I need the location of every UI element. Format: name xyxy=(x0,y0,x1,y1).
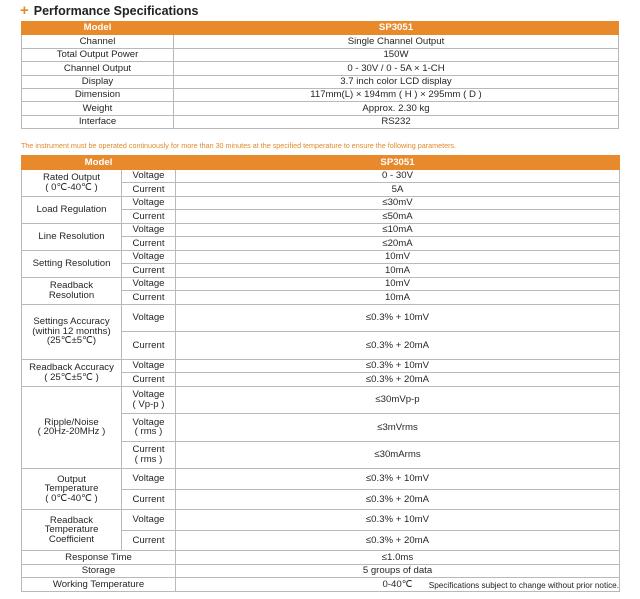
param-value: ≤0.3% + 10mV xyxy=(176,359,620,373)
sub-label-voltage: Voltage xyxy=(122,169,176,183)
spec-value: RS232 xyxy=(174,115,619,128)
sub-label-current: Current xyxy=(122,264,176,278)
section-title xyxy=(20,3,198,19)
table-row xyxy=(22,223,620,237)
sub-label-voltage: Voltage xyxy=(122,250,176,264)
table-row xyxy=(22,115,619,128)
table-row xyxy=(22,304,620,332)
table-row xyxy=(22,75,619,88)
sub-label-voltage: Voltage xyxy=(122,223,176,237)
param-value: ≤20mA xyxy=(176,237,620,251)
param-value: 5A xyxy=(176,183,620,197)
sub-label-voltage: Voltage xyxy=(122,510,176,531)
param-label: Readback Accuracy ( 25℃±5℃ ) xyxy=(22,359,122,386)
spec-value: Single Channel Output xyxy=(174,35,619,48)
general-specs-table xyxy=(21,21,619,129)
spec-value: Approx. 2.30 kg xyxy=(174,102,619,115)
param-value: ≤0.3% + 20mA xyxy=(176,332,620,360)
header-model: Model xyxy=(22,156,176,170)
sub-label-voltage: Voltage xyxy=(122,304,176,332)
param-value: ≤1.0ms xyxy=(176,551,620,565)
spec-label: Display xyxy=(22,75,174,88)
spec-label: Interface xyxy=(22,115,174,128)
table-row xyxy=(22,169,620,183)
table-row xyxy=(22,564,620,578)
param-value: ≤10mA xyxy=(176,223,620,237)
param-value: 0 - 30V xyxy=(176,169,620,183)
sub-label-current: Current xyxy=(122,237,176,251)
plus-icon: + xyxy=(20,2,29,19)
param-label: Response Time xyxy=(22,551,176,565)
table-row xyxy=(22,250,620,264)
sub-label-current: Current xyxy=(122,210,176,224)
sub-label-voltage: Voltage ( rms ) xyxy=(122,414,176,442)
table-header-row xyxy=(22,156,620,170)
header-model-name: SP3051 xyxy=(174,22,619,35)
sub-label-voltage: Voltage xyxy=(122,277,176,291)
table-row xyxy=(22,48,619,61)
param-value: ≤0.3% + 10mV xyxy=(176,469,620,490)
table-row xyxy=(22,196,620,210)
table-row xyxy=(22,359,620,373)
param-label: Storage xyxy=(22,564,176,578)
spec-value: 117mm(L) × 194mm ( H ) × 295mm ( D ) xyxy=(174,88,619,101)
section-title-text: Performance Specifications xyxy=(33,4,199,18)
table-row xyxy=(22,277,620,291)
param-value: ≤30mV xyxy=(176,196,620,210)
table-row xyxy=(22,551,620,565)
param-value: 10mV xyxy=(176,250,620,264)
header-model: Model xyxy=(22,22,174,35)
sub-label-current: Current xyxy=(122,530,176,551)
footnote: Specifications subject to change without prior notice. xyxy=(428,581,619,590)
param-value: ≤0.3% + 20mA xyxy=(176,489,620,510)
param-value: ≤30mArms xyxy=(176,441,620,469)
param-label: Load Regulation xyxy=(22,196,122,223)
param-label: Settings Accuracy (within 12 months) (25℃±5℃) xyxy=(22,304,122,359)
param-value: 10mV xyxy=(176,277,620,291)
param-value: ≤0.3% + 20mA xyxy=(176,530,620,551)
table-row xyxy=(22,88,619,101)
param-label: Rated Output ( 0℃-40℃ ) xyxy=(22,169,122,196)
table-header-row xyxy=(22,22,619,35)
sub-label-current: Current xyxy=(122,291,176,305)
param-label: Setting Resolution xyxy=(22,250,122,277)
sub-label-current: Current xyxy=(122,332,176,360)
table-row xyxy=(22,62,619,75)
param-value: 10mA xyxy=(176,264,620,278)
spec-label: Weight xyxy=(22,102,174,115)
param-value: ≤0.3% + 10mV xyxy=(176,304,620,332)
spec-label: Channel Output xyxy=(22,62,174,75)
table-row xyxy=(22,469,620,490)
sub-label-current: Current xyxy=(122,489,176,510)
spec-value: 3.7 inch color LCD display xyxy=(174,75,619,88)
table-row xyxy=(22,510,620,531)
param-label: Readback Resolution xyxy=(22,277,122,304)
param-value: ≤3mVrms xyxy=(176,414,620,442)
sub-label-current: Current ( rms ) xyxy=(122,441,176,469)
sub-label-voltage: Voltage xyxy=(122,196,176,210)
sub-label-current: Current xyxy=(122,183,176,197)
sub-label-voltage: Voltage xyxy=(122,359,176,373)
param-value: ≤0.3% + 10mV xyxy=(176,510,620,531)
spec-label: Dimension xyxy=(22,88,174,101)
spec-label: Channel xyxy=(22,35,174,48)
param-value: 10mA xyxy=(176,291,620,305)
param-label: Readback Temperature Coefficient xyxy=(22,510,122,551)
sub-label-voltage: Voltage xyxy=(122,469,176,490)
table-row xyxy=(22,35,619,48)
sub-label-current: Current xyxy=(122,373,176,387)
sub-label-voltage: Voltage ( Vp-p ) xyxy=(122,386,176,414)
param-label: Working Temperature xyxy=(22,578,176,592)
table-row xyxy=(22,386,620,414)
header-model-name: SP3051 xyxy=(176,156,620,170)
param-label: Ripple/Noise ( 20Hz-20MHz ) xyxy=(22,386,122,469)
operating-note: The instrument must be operated continuously for more than 30 minutes at the specified temperature to ensure the following parameters. xyxy=(21,141,457,150)
performance-specs-table xyxy=(21,155,620,592)
param-value: 5 groups of data xyxy=(176,564,620,578)
spec-label: Total Output Power xyxy=(22,48,174,61)
table-row xyxy=(22,102,619,115)
spec-value: 150W xyxy=(174,48,619,61)
param-value: 0-40℃ xyxy=(176,578,620,592)
param-value: ≤0.3% + 20mA xyxy=(176,373,620,387)
param-label: Line Resolution xyxy=(22,223,122,250)
param-label: Output Temperature ( 0℃-40℃ ) xyxy=(22,469,122,510)
spec-value: 0 - 30V / 0 - 5A × 1-CH xyxy=(174,62,619,75)
param-value: ≤50mA xyxy=(176,210,620,224)
param-value: ≤30mVp-p xyxy=(176,386,620,414)
